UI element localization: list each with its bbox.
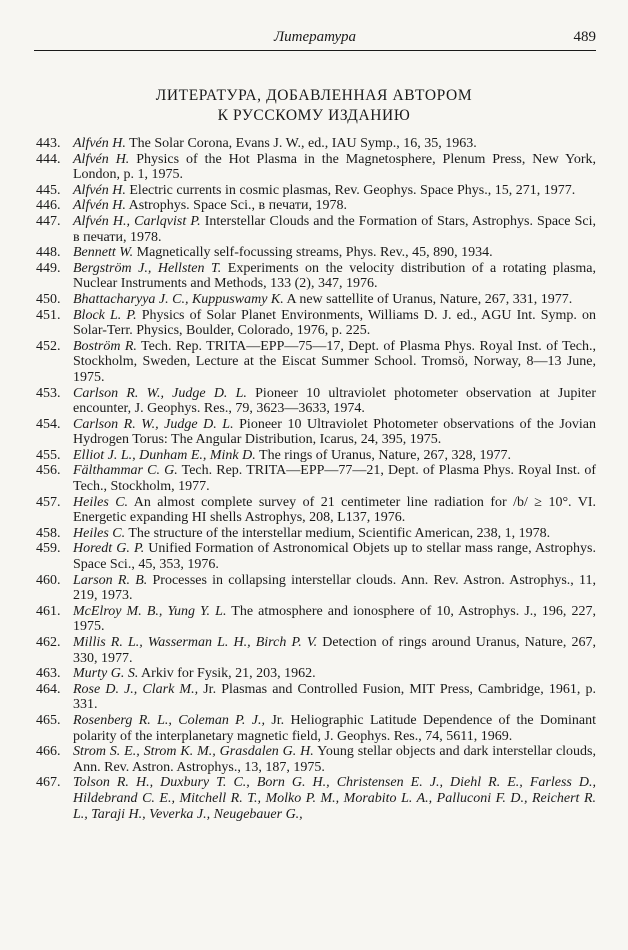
- reference-text: Pioneer 10 ultraviolet photometer observation at Jupiter encounter, J. Geophys. Res., 79, 3623—3633, 1974.: [73, 385, 596, 417]
- reference-text: A new sattellite of Uranus, Nature, 267, 331, 1977.: [283, 291, 573, 307]
- reference-number: 465.: [36, 712, 61, 728]
- reference-list: [36, 136, 596, 822]
- reference-entry: [36, 386, 596, 417]
- reference-text: Pioneer 10 Ultraviolet Photometer observations of the Jovian Hydrogen Torus: The Angular Distribution, Icarus, 24, 395, 1975.: [73, 416, 596, 448]
- running-header: [34, 28, 596, 51]
- reference-text: The rings of Uranus, Nature, 267, 328, 1977.: [255, 447, 511, 463]
- reference-text: Magnetically self-focussing streams, Phys. Rev., 45, 890, 1934.: [133, 245, 493, 261]
- reference-entry: [36, 448, 596, 464]
- reference-authors: McElroy M. B., Yung Y. L.: [73, 603, 227, 619]
- reference-entry: [36, 245, 596, 261]
- reference-text: Astrophys. Space Sci., в печати, 1978.: [125, 198, 347, 214]
- reference-number: 457.: [36, 494, 61, 510]
- reference-entry: [36, 198, 596, 214]
- reference-entry: [36, 214, 596, 245]
- reference-number: 450.: [36, 291, 61, 307]
- reference-authors: Alfvén H.: [73, 198, 126, 214]
- reference-number: 461.: [36, 603, 61, 619]
- reference-number: 456.: [36, 463, 61, 479]
- reference-number: 446.: [36, 198, 61, 214]
- reference-text: Physics of the Hot Plasma in the Magnetosphere, Plenum Press, New York, London, p. 1, 1975.: [73, 151, 596, 183]
- reference-authors: Strom S. E., Strom K. M., Grasdalen G. H.: [73, 744, 314, 760]
- reference-text: The atmosphere and ionosphere of 10, Astrophys. J., 196, 227, 1975.: [73, 603, 596, 635]
- reference-entry: [36, 292, 596, 308]
- reference-text: Experiments on the velocity distribution of a rotating plasma, Nuclear Instruments and Methods, 133 (2), 347, 1976.: [73, 260, 596, 292]
- reference-text: Electric currents in cosmic plasmas, Rev. Geophys. Space Phys., 15, 271, 1977.: [125, 182, 576, 198]
- reference-number: 445.: [36, 182, 61, 198]
- reference-authors: Fälthammar C. G.: [73, 463, 178, 479]
- reference-text: Tech. Rep. TRITA—EPP—77—21, Dept. of Plasma Phys. Royal Inst. of Tech., Stockholm, 1977.: [73, 463, 597, 495]
- reference-authors: Carlson R. W., Judge D. L.: [73, 385, 247, 401]
- reference-authors: Boström R.: [73, 338, 137, 354]
- reference-entry: [36, 744, 596, 775]
- reference-text: Jr. Heliographic Latitude Dependence of the Dominant polarity of the interplanetary magnetic field, J. Geophys. Res., 74, 5611, 1969.: [73, 712, 596, 744]
- reference-entry: [36, 261, 596, 292]
- reference-number: 444.: [36, 151, 61, 167]
- reference-authors: Larson R. B.: [73, 572, 148, 588]
- reference-entry: [36, 463, 596, 494]
- reference-number: 466.: [36, 744, 61, 760]
- reference-authors: Alfvén H.: [73, 136, 126, 151]
- reference-authors: Block L. P.: [73, 307, 137, 323]
- reference-number: 454.: [36, 416, 61, 432]
- reference-text: Physics of Solar Planet Environments, Williams D. J. ed., AGU Int. Symp. on Solar-Terr. Physics, Boulder, Colorado, 1976, p. 225.: [73, 307, 597, 339]
- section-title-line-1: ЛИТЕРАТУРА, ДОБАВЛЕННАЯ АВТОРОМ: [155, 87, 473, 104]
- reference-number: 449.: [36, 260, 61, 276]
- reference-authors: Tolson R. H., Duxbury T. C., Born G. H., Christensen E. J., Diehl R. E., Farless D., Hildebrand C. E., Mitchell R. T., Molko P. M., Morabito L. A., Palluconi F. D., Reichert R. L., Taraji H., Veverka J., Neugebauer G.,: [73, 775, 596, 822]
- section-title-line-2: К РУССКОМУ ИЗДАНИЮ: [217, 107, 411, 124]
- reference-entry: [36, 152, 596, 183]
- reference-number: 463.: [36, 666, 61, 682]
- reference-text: Interstellar Clouds and the Formation of Stars, Astrophys. Space Sci, в печати, 1978.: [73, 213, 596, 245]
- reference-text: An almost complete survey of 21 centimeter line radiation for /b/ ≥ 10°. VI. Energetic expanding HI shells Astrophys, 208, L137, 1976.: [73, 494, 597, 526]
- reference-number: 448.: [36, 245, 61, 261]
- reference-text: The Solar Corona, Evans J. W., ed., IAU Symp., 16, 35, 1963.: [125, 136, 477, 151]
- reference-number: 453.: [36, 385, 61, 401]
- reference-authors: Alfvén H.: [73, 151, 130, 167]
- reference-text: The structure of the interstellar medium, Scientific American, 238, 1, 1978.: [125, 525, 551, 541]
- reference-entry: [36, 308, 596, 339]
- reference-authors: Alfvén H.: [73, 182, 126, 198]
- reference-entry: [36, 526, 596, 542]
- reference-number: 467.: [36, 775, 61, 791]
- reference-authors: Heiles C.: [73, 525, 126, 541]
- reference-authors: Alfvén H., Carlqvist P.: [73, 213, 201, 229]
- reference-number: 451.: [36, 307, 61, 323]
- reference-authors: Millis R. L., Wasserman L. H., Birch P. V.: [73, 635, 318, 650]
- reference-number: 462.: [36, 635, 61, 650]
- running-title: Литература: [273, 29, 357, 45]
- reference-number: 459.: [36, 541, 61, 557]
- reference-authors: Carlson R. W., Judge D. L.: [73, 416, 234, 432]
- reference-authors: Elliot J. L., Dunham E., Mink D.: [73, 447, 256, 463]
- page-number: 489: [573, 29, 596, 45]
- reference-entry: [36, 682, 596, 713]
- reference-number: 464.: [36, 681, 61, 697]
- reference-entry: [36, 339, 596, 386]
- reference-entry: [36, 635, 596, 666]
- reference-authors: Heiles C.: [73, 494, 129, 510]
- reference-entry: [36, 573, 596, 604]
- reference-authors: Rose D. J., Clark M.,: [73, 681, 199, 697]
- reference-entry: [36, 666, 596, 682]
- reference-entry: [36, 183, 596, 199]
- reference-authors: Bennett W.: [73, 245, 134, 261]
- reference-authors: Murty G. S.: [73, 666, 139, 682]
- reference-number: 458.: [36, 525, 61, 541]
- section-title: [0, 86, 628, 126]
- reference-entry: [36, 136, 596, 152]
- reference-text: Arkiv for Fysik, 21, 203, 1962.: [138, 666, 316, 682]
- reference-number: 452.: [36, 338, 61, 354]
- reference-entry: [36, 541, 596, 572]
- reference-text: Young stellar objects and dark interstellar clouds, Ann. Rev. Astron. Astrophys., 13, 187, 1975.: [73, 744, 596, 775]
- reference-authors: Rosenberg R. L., Coleman P. J.,: [73, 712, 265, 728]
- reference-number: 455.: [36, 447, 61, 463]
- reference-text: Tech. Rep. TRITA—EPP—75—17, Dept. of Plasma Phys. Royal Inst. of Tech., Stockholm, Sweden, Lecture at the Eiscat Summer School. Tromsö, Norway, 8—13 June, 1975.: [73, 338, 597, 385]
- reference-authors: Bergström J., Hellsten T.: [73, 260, 222, 276]
- reference-number: 447.: [36, 213, 61, 229]
- reference-text: Detection of rings around Uranus, Nature, 267, 330, 1977.: [73, 635, 597, 666]
- reference-entry: [36, 495, 596, 526]
- reference-authors: Bhattacharyya J. C., Kuppuswamy K.: [73, 291, 284, 307]
- reference-entry: [36, 604, 596, 635]
- reference-text: Unified Formation of Astronomical Objets up to stellar mass range, Astrophys. Space Sci., 45, 353, 1976.: [73, 541, 597, 573]
- reference-text: Processes in collapsing interstellar clouds. Ann. Rev. Astron. Astrophys., 11, 219, 1973.: [73, 572, 596, 604]
- reference-entry: [36, 417, 596, 448]
- reference-number: 443.: [36, 136, 61, 151]
- reference-entry: [36, 713, 596, 744]
- reference-authors: Horedt G. P.: [73, 541, 145, 557]
- reference-text: Jr. Plasmas and Controlled Fusion, MIT Press, Cambridge, 1961, p. 331.: [73, 681, 597, 713]
- reference-number: 460.: [36, 572, 61, 588]
- reference-entry: [36, 775, 596, 822]
